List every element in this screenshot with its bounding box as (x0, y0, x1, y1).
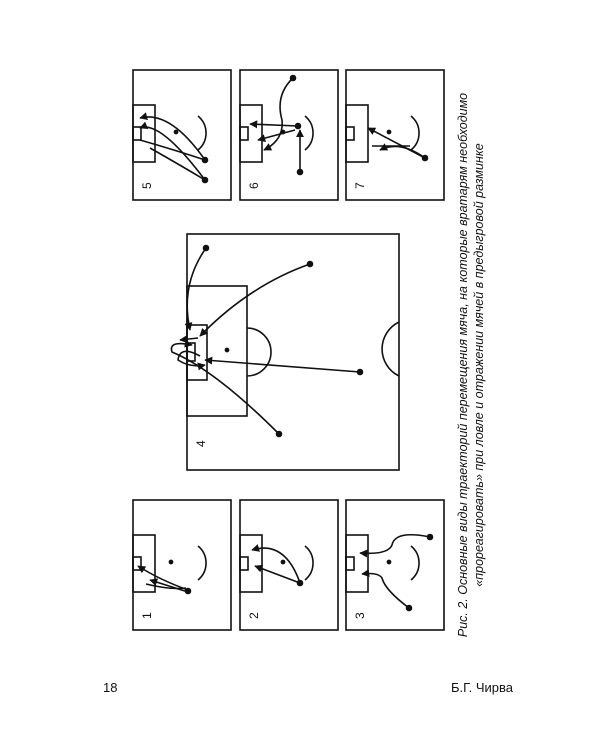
author-name: Б.Г. Чирва (451, 680, 513, 695)
diagram-4 (171, 234, 399, 470)
diagram-3 (346, 500, 444, 630)
diagram-number-5: 5 (140, 182, 154, 189)
diagram-number-1: 1 (140, 612, 154, 619)
diagram-2 (240, 500, 338, 630)
diagram-7 (346, 70, 444, 200)
diagram-1 (133, 500, 231, 630)
figure-caption (455, 85, 545, 645)
diagram-number-7: 7 (353, 182, 367, 189)
diagram-6 (240, 70, 338, 200)
diagram-number-3: 3 (353, 612, 367, 619)
page-number: 18 (103, 680, 118, 695)
diagram-number-6: 6 (247, 182, 261, 189)
diagram-number-4: 4 (194, 440, 208, 447)
diagram-5 (133, 70, 231, 200)
diagram-number-2: 2 (247, 612, 261, 619)
caption-line-1: Рис. 2. Основные виды траекторий перемещения мяча, на которые вратарям необходимо (456, 92, 470, 638)
caption-line-2: «прореагировать» при ловле и отражении мячей в предыгровой разминке (472, 143, 486, 587)
